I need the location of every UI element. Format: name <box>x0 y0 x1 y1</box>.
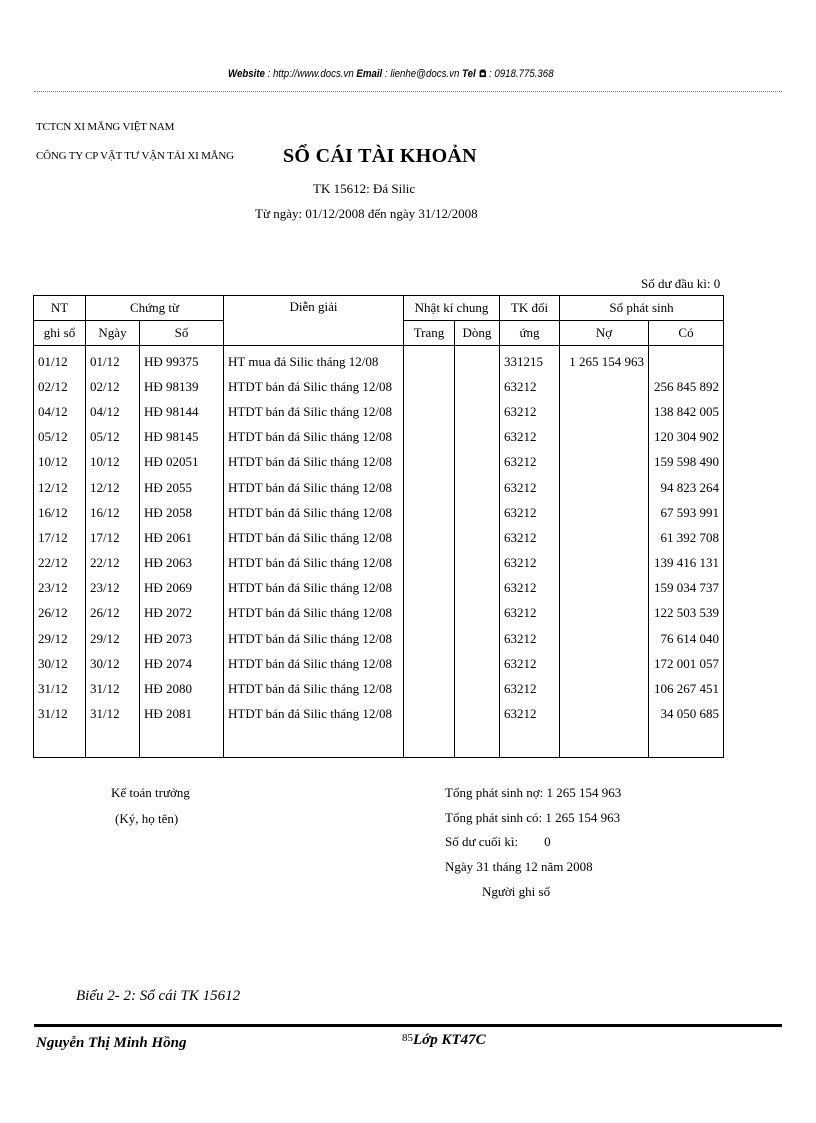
page-number: 85 <box>402 1032 413 1044</box>
cell-dien-giai: HTDT bán đá Silic tháng 12/08 <box>224 601 404 626</box>
table-row <box>34 676 724 701</box>
opening-balance: Số dư đầu kì: 0 <box>641 276 721 291</box>
table-row <box>34 626 724 651</box>
cell-nt: 30/12 <box>34 651 86 676</box>
table-row <box>34 500 724 525</box>
cell-no <box>560 500 649 525</box>
cell-co: 172 001 057 <box>649 651 724 676</box>
account-name: TK 15612: Đá Silic <box>313 181 416 196</box>
cell-tk-doi: 63212 <box>500 450 560 475</box>
cell-dong <box>455 399 500 424</box>
cell-dien-giai: HTDT bán đá Silic tháng 12/08 <box>224 676 404 701</box>
col-no: Nợ <box>560 321 649 346</box>
cell-dien-giai: HTDT bán đá Silic tháng 12/08 <box>224 475 404 500</box>
cell-so: HĐ 2072 <box>140 601 224 626</box>
footer-author: Nguyễn Thị Minh Hồng <box>36 1035 187 1051</box>
cell-tk-doi: 63212 <box>500 374 560 399</box>
col-nt-sub: ghi sổ <box>34 321 86 346</box>
cell-nt: 22/12 <box>34 551 86 576</box>
cell-trang <box>404 399 455 424</box>
org-parent: TCTCN XI MĂNG VIỆT NAM <box>36 121 175 133</box>
col-nt: NT <box>34 296 86 321</box>
cell-no <box>560 425 649 450</box>
cell-dong <box>455 374 500 399</box>
cell-trang <box>404 702 455 727</box>
cell-ngay: 29/12 <box>86 626 140 651</box>
empty-cell <box>649 727 724 758</box>
cell-so: HĐ 2061 <box>140 525 224 550</box>
cell-so: HĐ 2081 <box>140 702 224 727</box>
cell-so: HĐ 2074 <box>140 651 224 676</box>
col-ngay: Ngày <box>86 321 140 346</box>
col-co: Có <box>649 321 724 346</box>
cell-nt: 23/12 <box>34 576 86 601</box>
cell-trang <box>404 551 455 576</box>
cell-nt: 31/12 <box>34 702 86 727</box>
cell-dien-giai: HTDT bán đá Silic tháng 12/08 <box>224 450 404 475</box>
empty-cell <box>560 727 649 758</box>
empty-cell <box>224 727 404 758</box>
cell-no <box>560 576 649 601</box>
table-row <box>34 374 724 399</box>
cell-nt: 04/12 <box>34 399 86 424</box>
cell-trang <box>404 576 455 601</box>
cell-co: 138 842 005 <box>649 399 724 424</box>
cell-dien-giai: HTDT bán đá Silic tháng 12/08 <box>224 500 404 525</box>
cell-dong <box>455 450 500 475</box>
website-label: Website <box>228 68 265 80</box>
cell-nt: 01/12 <box>34 346 86 375</box>
cell-dong <box>455 702 500 727</box>
footer-class: Lớp KT47C <box>413 1032 486 1048</box>
empty-cell <box>34 727 86 758</box>
cell-co: 256 845 892 <box>649 374 724 399</box>
cell-dien-giai: HTDT bán đá Silic tháng 12/08 <box>224 399 404 424</box>
cell-nt: 10/12 <box>34 450 86 475</box>
cell-ngay: 17/12 <box>86 525 140 550</box>
cell-dong <box>455 551 500 576</box>
table-filler-row <box>34 727 724 758</box>
cell-no <box>560 450 649 475</box>
cell-trang <box>404 425 455 450</box>
cell-tk-doi: 63212 <box>500 702 560 727</box>
cell-dong <box>455 576 500 601</box>
empty-cell <box>500 727 560 758</box>
cell-co: 67 593 991 <box>649 500 724 525</box>
cell-nt: 16/12 <box>34 500 86 525</box>
cell-trang <box>404 346 455 375</box>
period-range: Từ ngày: 01/12/2008 đến ngày 31/12/2008 <box>255 206 478 221</box>
cell-trang <box>404 601 455 626</box>
cell-no <box>560 702 649 727</box>
col-nkc: Nhật kí chung <box>404 296 500 321</box>
col-trang: Trang <box>404 321 455 346</box>
col-so-phat-sinh: Số phát sinh <box>560 296 724 321</box>
cell-nt: 29/12 <box>34 626 86 651</box>
cell-so: HĐ 2063 <box>140 551 224 576</box>
cell-no <box>560 551 649 576</box>
cell-dong <box>455 346 500 375</box>
cell-dien-giai: HT mua đá Silic tháng 12/08 <box>224 346 404 375</box>
table-row <box>34 399 724 424</box>
cell-ngay: 12/12 <box>86 475 140 500</box>
cell-co: 120 304 902 <box>649 425 724 450</box>
table-row <box>34 425 724 450</box>
table-row <box>34 601 724 626</box>
cell-dong <box>455 601 500 626</box>
cell-ngay: 23/12 <box>86 576 140 601</box>
table-row <box>34 702 724 727</box>
chief-accountant-title: Kế toán trưởng <box>111 785 190 800</box>
tel-label: Tel <box>462 68 476 80</box>
cell-tk-doi: 63212 <box>500 576 560 601</box>
col-dong: Dòng <box>455 321 500 346</box>
cell-tk-doi: 63212 <box>500 399 560 424</box>
cell-dien-giai: HTDT bán đá Silic tháng 12/08 <box>224 374 404 399</box>
table-row <box>34 651 724 676</box>
cell-no <box>560 374 649 399</box>
col-tk-doi: TK đối <box>500 296 560 321</box>
cell-dien-giai: HTDT bán đá Silic tháng 12/08 <box>224 651 404 676</box>
footer-page-block <box>402 1032 486 1049</box>
cell-ngay: 02/12 <box>86 374 140 399</box>
cell-no <box>560 676 649 701</box>
cell-no: 1 265 154 963 <box>560 346 649 375</box>
total-credit: Tổng phát sinh có: 1 265 154 963 <box>445 810 621 825</box>
cell-trang <box>404 676 455 701</box>
cell-tk-doi: 63212 <box>500 551 560 576</box>
col-so: Số <box>140 321 224 346</box>
cell-dong <box>455 525 500 550</box>
cell-no <box>560 399 649 424</box>
cell-dong <box>455 475 500 500</box>
cell-dien-giai: HTDT bán đá Silic tháng 12/08 <box>224 626 404 651</box>
cell-dien-giai: HTDT bán đá Silic tháng 12/08 <box>224 702 404 727</box>
total-debit: Tổng phát sinh nợ: 1 265 154 963 <box>445 785 622 800</box>
cell-tk-doi: 63212 <box>500 500 560 525</box>
cell-so: HĐ 2069 <box>140 576 224 601</box>
cell-co: 122 503 539 <box>649 601 724 626</box>
cell-nt: 26/12 <box>34 601 86 626</box>
cell-so: HĐ 98139 <box>140 374 224 399</box>
cell-ngay: 31/12 <box>86 676 140 701</box>
cell-nt: 02/12 <box>34 374 86 399</box>
recorder-title: Người ghi sổ <box>482 884 551 899</box>
sign-date: Ngày 31 tháng 12 năm 2008 <box>445 859 593 874</box>
cell-co: 94 823 264 <box>649 475 724 500</box>
cell-ngay: 26/12 <box>86 601 140 626</box>
empty-cell <box>455 727 500 758</box>
cell-co: 159 598 490 <box>649 450 724 475</box>
cell-dong <box>455 676 500 701</box>
empty-cell <box>86 727 140 758</box>
cell-tk-doi: 63212 <box>500 525 560 550</box>
cell-dong <box>455 500 500 525</box>
empty-cell <box>140 727 224 758</box>
website-value[interactable]: : http://www.docs.vn <box>264 68 357 80</box>
cell-ngay: 04/12 <box>86 399 140 424</box>
cell-ngay: 01/12 <box>86 346 140 375</box>
site-header <box>228 68 554 80</box>
cell-dien-giai: HTDT bán đá Silic tháng 12/08 <box>224 551 404 576</box>
cell-so: HĐ 2058 <box>140 500 224 525</box>
cell-so: HĐ 2080 <box>140 676 224 701</box>
cell-dien-giai: HTDT bán đá Silic tháng 12/08 <box>224 576 404 601</box>
cell-tk-doi: 63212 <box>500 601 560 626</box>
table-row <box>34 475 724 500</box>
cell-ngay: 22/12 <box>86 551 140 576</box>
table-row <box>34 450 724 475</box>
cell-trang <box>404 450 455 475</box>
ledger-table <box>33 295 724 758</box>
cell-trang <box>404 374 455 399</box>
cell-dien-giai: HTDT bán đá Silic tháng 12/08 <box>224 525 404 550</box>
cell-trang <box>404 626 455 651</box>
cell-tk-doi: 63212 <box>500 626 560 651</box>
table-row <box>34 551 724 576</box>
table-row <box>34 525 724 550</box>
cell-dong <box>455 626 500 651</box>
email-value[interactable]: : lienhe@docs.vn <box>382 68 463 80</box>
org-company: CÔNG TY CP VẬT TƯ VẬN TẢI XI MĂNG <box>36 150 234 162</box>
cell-dong <box>455 651 500 676</box>
cell-nt: 31/12 <box>34 676 86 701</box>
cell-nt: 05/12 <box>34 425 86 450</box>
cell-co: 139 416 131 <box>649 551 724 576</box>
cell-nt: 17/12 <box>34 525 86 550</box>
cell-ngay: 31/12 <box>86 702 140 727</box>
phone-icon <box>478 69 486 78</box>
cell-dien-giai: HTDT bán đá Silic tháng 12/08 <box>224 425 404 450</box>
col-chung-tu: Chứng từ <box>86 296 224 321</box>
cell-so: HĐ 2073 <box>140 626 224 651</box>
col-dien-giai: Diễn giải <box>224 296 404 346</box>
cell-ngay: 10/12 <box>86 450 140 475</box>
cell-ngay: 16/12 <box>86 500 140 525</box>
cell-no <box>560 626 649 651</box>
cell-ngay: 30/12 <box>86 651 140 676</box>
cell-tk-doi: 63212 <box>500 425 560 450</box>
cell-trang <box>404 525 455 550</box>
cell-no <box>560 525 649 550</box>
cell-co: 76 614 040 <box>649 626 724 651</box>
table-row <box>34 576 724 601</box>
cell-so: HĐ 99375 <box>140 346 224 375</box>
cell-no <box>560 601 649 626</box>
tel-value: : 0918.775.368 <box>486 68 554 80</box>
page-title: SỔ CÁI TÀI KHOẢN <box>283 145 477 167</box>
cell-ngay: 05/12 <box>86 425 140 450</box>
email-label: Email <box>356 68 383 80</box>
cell-tk-doi: 63212 <box>500 651 560 676</box>
cell-dong <box>455 425 500 450</box>
cell-co: 106 267 451 <box>649 676 724 701</box>
cell-co: 61 392 708 <box>649 525 724 550</box>
header-divider <box>34 91 782 92</box>
cell-tk-doi: 331215 <box>500 346 560 375</box>
cell-so: HĐ 98145 <box>140 425 224 450</box>
cell-trang <box>404 500 455 525</box>
cell-trang <box>404 475 455 500</box>
col-tk-doi-sub: ứng <box>500 321 560 346</box>
cell-so: HĐ 02051 <box>140 450 224 475</box>
cell-nt: 12/12 <box>34 475 86 500</box>
figure-caption: Biểu 2- 2: Sổ cái TK 15612 <box>76 988 241 1004</box>
closing-balance: Số dư cuối kì: 0 <box>445 834 551 849</box>
chief-accountant-note: (Ký, họ tên) <box>115 811 179 826</box>
cell-co: 159 034 737 <box>649 576 724 601</box>
cell-co: 34 050 685 <box>649 702 724 727</box>
footer-divider <box>34 1024 782 1027</box>
table-row <box>34 346 724 375</box>
empty-cell <box>404 727 455 758</box>
cell-trang <box>404 651 455 676</box>
cell-no <box>560 475 649 500</box>
cell-so: HĐ 2055 <box>140 475 224 500</box>
ledger-body <box>34 346 724 758</box>
cell-tk-doi: 63212 <box>500 475 560 500</box>
cell-co <box>649 346 724 375</box>
cell-no <box>560 651 649 676</box>
cell-tk-doi: 63212 <box>500 676 560 701</box>
cell-so: HĐ 98144 <box>140 399 224 424</box>
